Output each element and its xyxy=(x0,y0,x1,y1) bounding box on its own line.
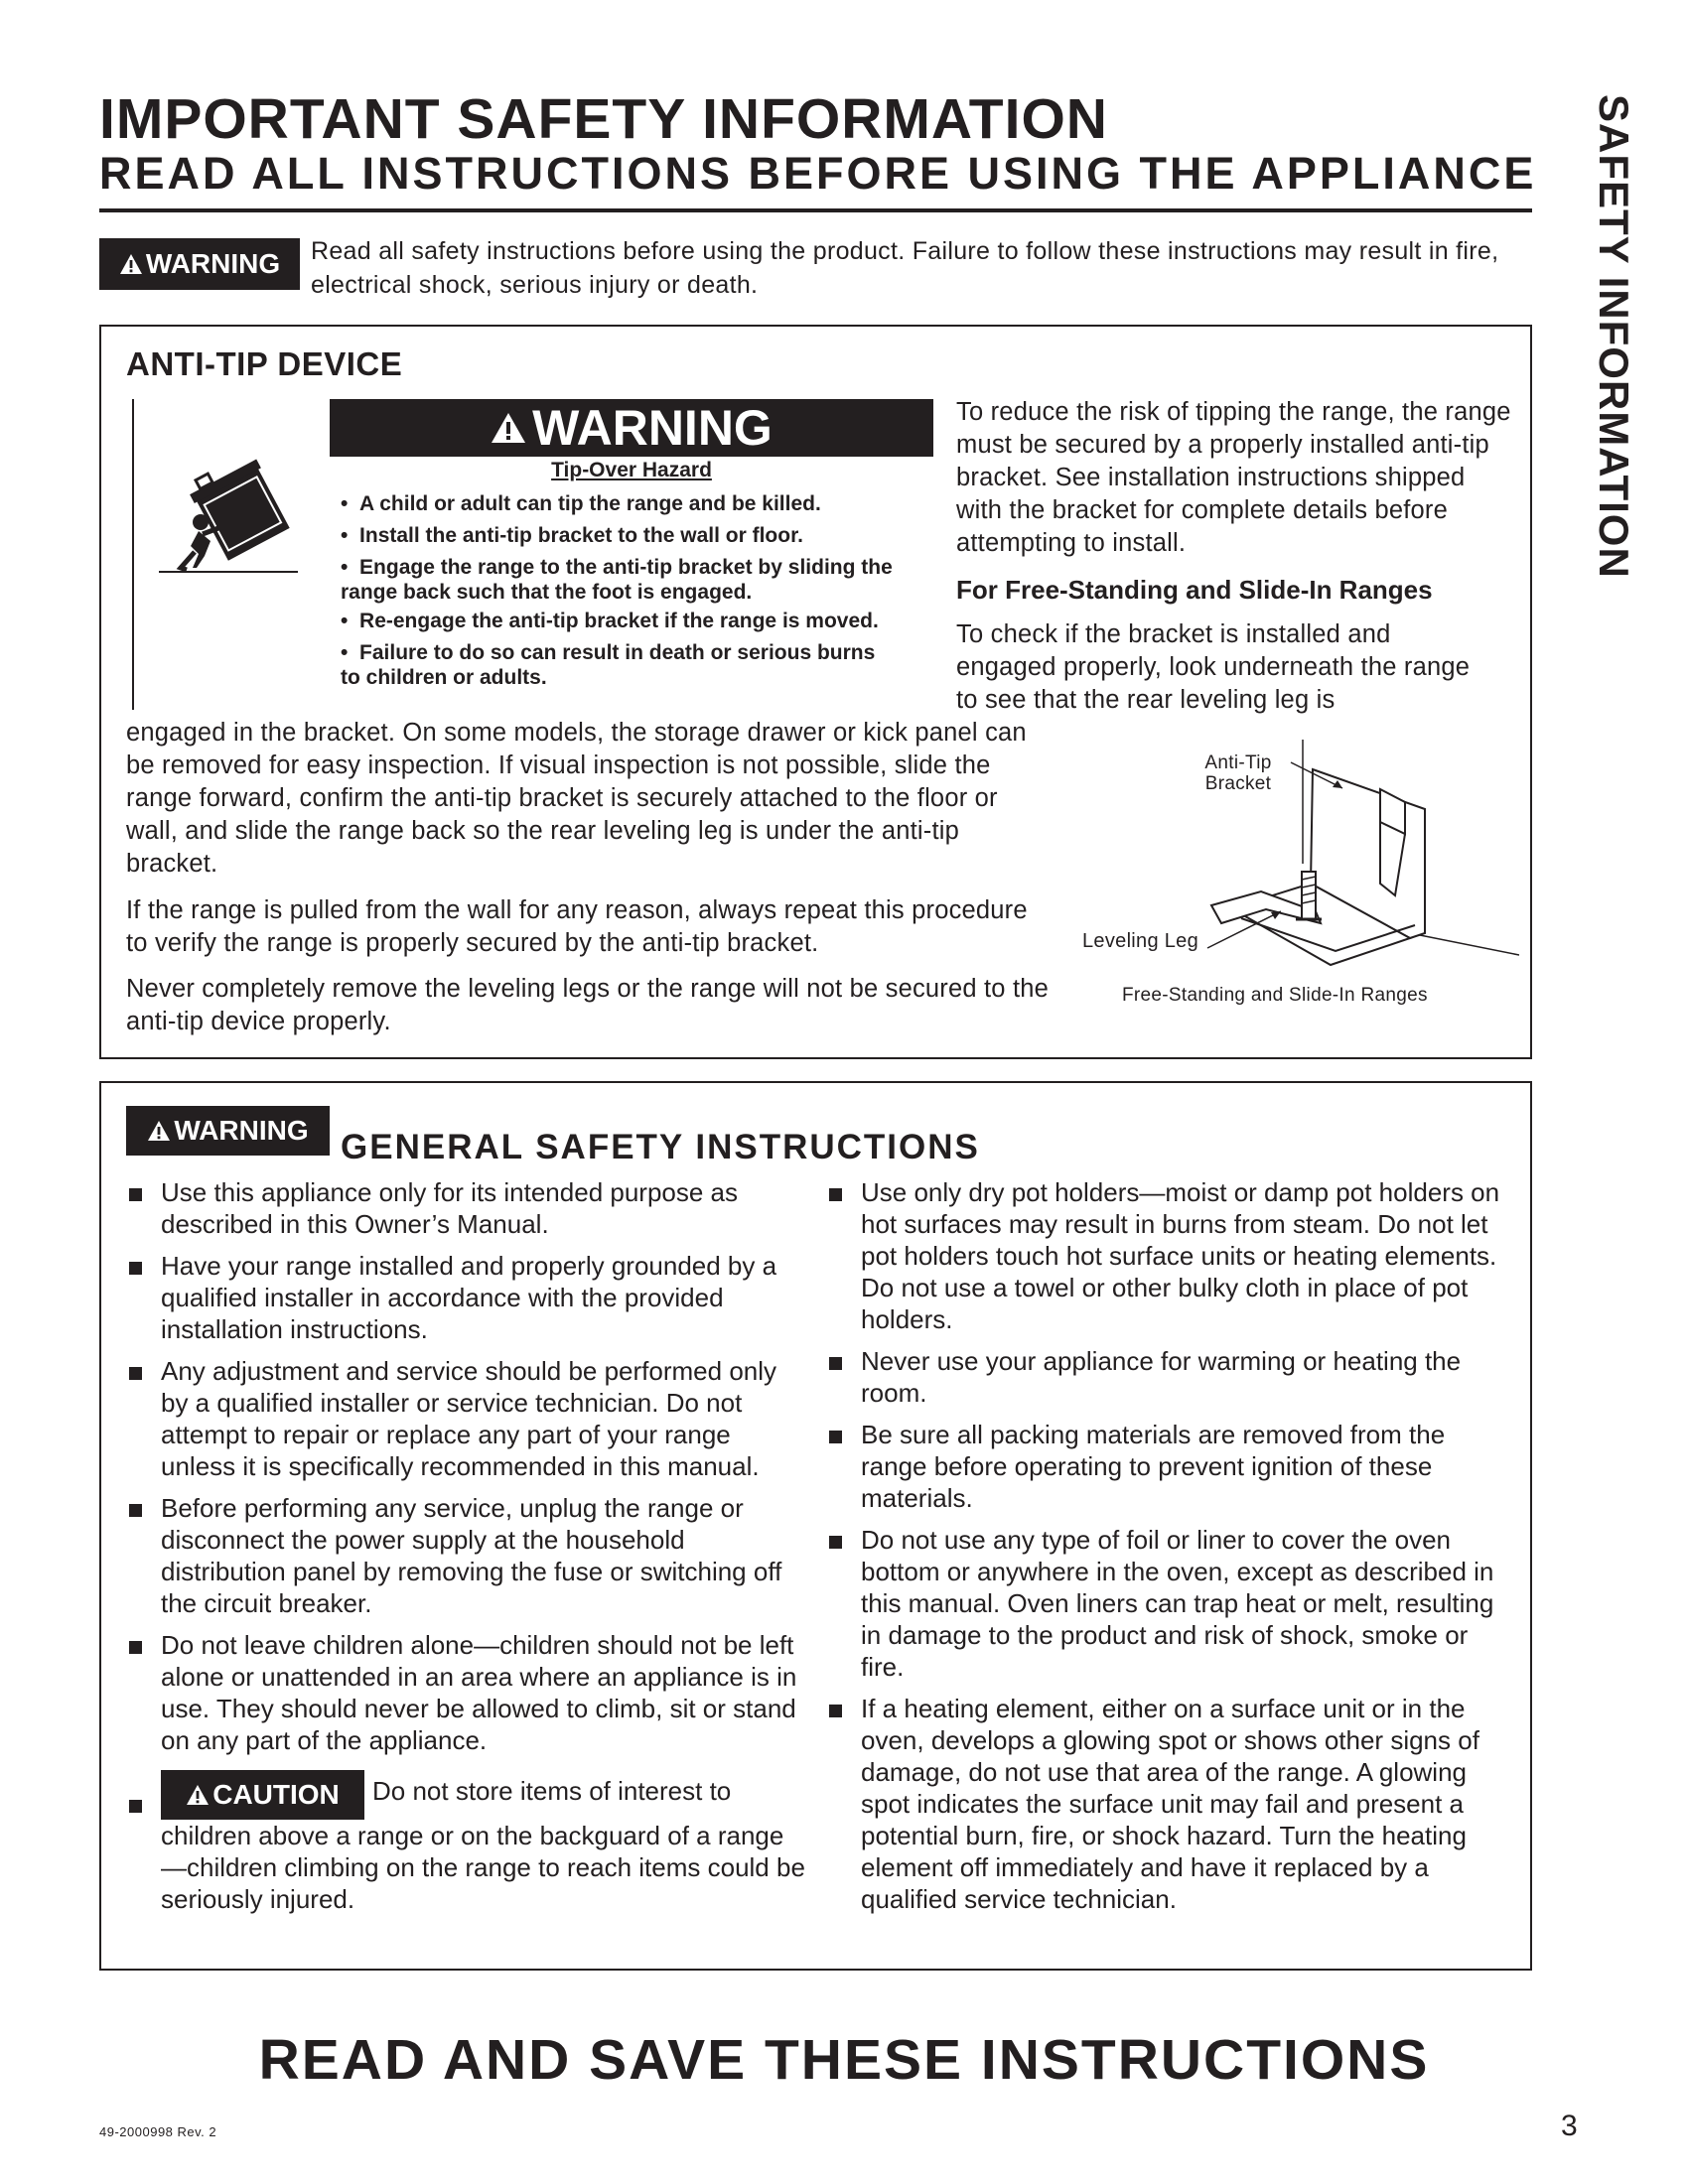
caution-text: Do not store items of interest to children above a range or on the backguard of a range—children climbing on the range to reach items could be seriously injured. xyxy=(161,1776,805,1914)
list-item: • Re-engage the anti-tip bracket if the range is moved. xyxy=(341,610,879,632)
list-item: Use this appliance only for its intended purpose as described in this Owner’s Manual. xyxy=(126,1176,806,1240)
caution-label: CAUTION xyxy=(212,1779,340,1810)
intro-warning-label: WARNING xyxy=(145,248,281,279)
anti-tip-heading: ANTI-TIP DEVICE xyxy=(126,345,403,382)
page-title: IMPORTANT SAFETY INFORMATION xyxy=(99,87,1108,151)
square-bullet-icon xyxy=(829,1705,842,1717)
figure-caption: Free-Standing and Slide-In Ranges xyxy=(1122,985,1428,1006)
tip-over-hazard-list xyxy=(341,488,936,691)
side-tab: SAFETY INFORMATION xyxy=(1591,94,1637,579)
list-item: Do not use any type of foil or liner to cover the oven bottom or anywhere in the oven, except as described in this manual. Oven liners can trap heat or melt, resulting in damage to the product and risk of shock, smoke or fire. xyxy=(826,1524,1506,1683)
tip-over-warning-header xyxy=(330,399,933,457)
warning-triangle-icon xyxy=(119,253,143,275)
warning-triangle-icon xyxy=(186,1784,210,1806)
square-bullet-icon xyxy=(829,1188,842,1201)
general-safety-heading: GENERAL SAFETY INSTRUCTIONS xyxy=(341,1128,980,1166)
anti-tip-left-para-3: Never completely remove the leveling legs or the range will not be secured to the anti-tip device properly. xyxy=(126,975,1050,1035)
general-warning-label: WARNING xyxy=(174,1115,309,1146)
anti-tip-bracket-figure xyxy=(1082,735,1519,1023)
general-warning-badge xyxy=(126,1106,330,1156)
square-bullet-icon xyxy=(829,1357,842,1370)
list-item: Any adjustment and service should be performed only by a qualified installer or service technician. Do not attempt to repair or replace any part of your range unless it is specifically recommended in this manual. xyxy=(126,1355,806,1482)
anti-tip-right-para-2: To check if the bracket is installed and engaged properly, look underneath the range to see that the rear leveling leg is xyxy=(956,620,1471,714)
list-item: • Install the anti-tip bracket to the wall or floor. xyxy=(341,524,803,547)
anti-tip-left-para-2: If the range is pulled from the wall for any reason, always repeat this procedure to verify the range is properly secured by the anti-tip bracket. xyxy=(126,896,1028,957)
list-item: Be sure all packing materials are removed from the range before operating to prevent ignition of these materials. xyxy=(826,1419,1506,1514)
square-bullet-icon xyxy=(129,1262,142,1275)
list-item: If a heating element, either on a surface unit or in the oven, develops a glowing spot or shows other signs of damage, do not use that area of the range. A glowing spot indicates the surface unit may fail and present a potential burn, fire, or shock hazard. Turn the heating element off immediately and have it replaced by a qualified service technician. xyxy=(826,1693,1506,1915)
page-number: 3 xyxy=(1561,2110,1578,2142)
tip-over-warning-label: WARNING xyxy=(532,400,773,456)
list-item: • Engage the range to the anti-tip bracket by sliding the range back such that the foot is engaged. xyxy=(341,556,893,604)
square-bullet-icon xyxy=(829,1536,842,1549)
list-item: Before performing any service, unplug the range or disconnect the power supply at the household distribution panel by removing the fuse or switching off the circuit breaker. xyxy=(126,1492,806,1619)
square-bullet-icon xyxy=(129,1367,142,1380)
general-safety-left-list xyxy=(126,1176,806,1925)
list-item: Never use your appliance for warming or heating the room. xyxy=(826,1345,1506,1409)
warning-triangle-icon xyxy=(491,412,526,444)
tip-over-hazard-title: Tip-Over Hazard xyxy=(551,459,712,481)
general-safety-right-list xyxy=(826,1176,1506,1925)
anti-tip-subheading: For Free-Standing and Slide-In Ranges xyxy=(956,575,1433,605)
footer-title: READ AND SAVE THESE INSTRUCTIONS xyxy=(258,2028,1430,2092)
header-rule xyxy=(99,208,1532,212)
caution-badge xyxy=(161,1770,364,1820)
document-number: 49-2000998 Rev. 2 xyxy=(99,2124,217,2139)
warning-triangle-icon xyxy=(147,1120,171,1142)
anti-tip-left-para-1: engaged in the bracket. On some models, the storage drawer or kick panel can be removed for easy inspection. If visual inspection is not possible, slide the range forward, confirm the anti-tip bracket is securely attached to the floor or wall, and slide the range back so the rear leveling leg is under the anti-tip bracket. xyxy=(126,719,1027,878)
anti-tip-bracket-illustration xyxy=(1082,735,1519,993)
list-item: • A child or adult can tip the range and be killed. xyxy=(341,492,821,515)
leveling-leg-label: Leveling Leg xyxy=(1082,930,1199,952)
square-bullet-icon xyxy=(129,1800,142,1813)
anti-tip-right-para-1: To reduce the risk of tipping the range, the range must be secured by a properly installed anti-tip bracket. See installation instructions shipped with the bracket for complete details before attempting to install. xyxy=(956,398,1511,557)
intro-warning-badge xyxy=(99,238,300,290)
list-item: Use only dry pot holders—moist or damp pot holders on hot surfaces may result in burns from steam. Do not let pot holders touch hot surface units or heating elements. Do not use a towel or other bulky cloth in place of pot holders. xyxy=(826,1176,1506,1335)
caution-item xyxy=(126,1770,806,1915)
anti-tip-bracket-label: Anti-Tip Bracket xyxy=(1204,752,1272,794)
list-item: Do not leave children alone—children should not be left alone or unattended in an area where an appliance is in use. They should never be allowed to climb, sit or stand on any part of the appliance. xyxy=(126,1629,806,1756)
page-subtitle: READ ALL INSTRUCTIONS BEFORE USING THE APPLIANCE xyxy=(99,148,1537,199)
tip-over-hazard-icon xyxy=(159,457,298,586)
square-bullet-icon xyxy=(829,1431,842,1443)
intro-text: Read all safety instructions before using the product. Failure to follow these instructions may result in fire, electrical shock, serious injury or death. xyxy=(311,237,1499,299)
square-bullet-icon xyxy=(129,1188,142,1201)
square-bullet-icon xyxy=(129,1641,142,1654)
list-item: Have your range installed and properly grounded by a qualified installer in accordance with the provided installation instructions. xyxy=(126,1250,806,1345)
list-item: • Failure to do so can result in death or serious burns to children or adults. xyxy=(341,641,876,689)
square-bullet-icon xyxy=(129,1504,142,1517)
